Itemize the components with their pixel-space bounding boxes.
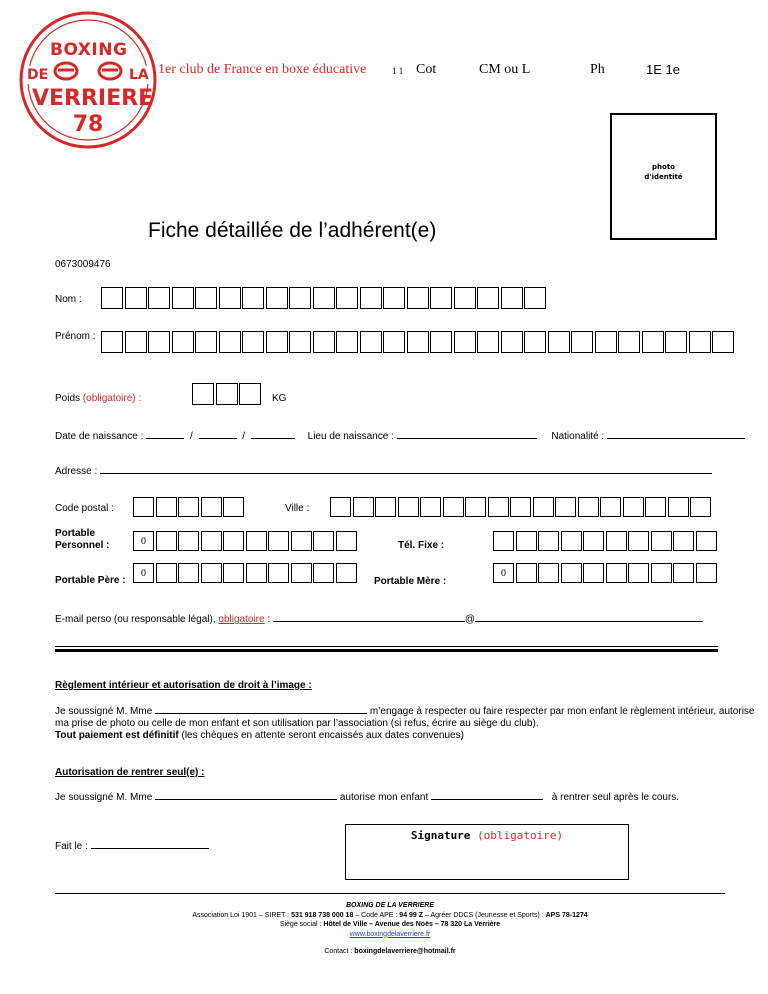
date-slash-1: / bbox=[189, 431, 193, 442]
char-box[interactable] bbox=[268, 531, 289, 551]
email-label: E-mail perso (ou responsable légal), bbox=[55, 614, 216, 625]
prenom-boxes[interactable] bbox=[101, 331, 736, 353]
char-box[interactable] bbox=[201, 531, 222, 551]
char-box[interactable] bbox=[360, 331, 382, 353]
char-box[interactable] bbox=[383, 331, 405, 353]
reglement-engage: m’engage à respecter ou faire respecter par mon enfant le règlement intérieur, autorise bbox=[369, 706, 755, 717]
char-box[interactable] bbox=[696, 531, 717, 551]
reglement-name-field[interactable] bbox=[155, 705, 367, 714]
char-box[interactable] bbox=[133, 563, 154, 583]
char-box[interactable] bbox=[600, 497, 621, 517]
char-box[interactable] bbox=[628, 563, 649, 583]
char-box[interactable] bbox=[291, 531, 312, 551]
char-box[interactable] bbox=[148, 287, 170, 309]
autorisation-rentrer: à rentrer seul après le cours. bbox=[551, 792, 680, 803]
char-box[interactable] bbox=[668, 497, 689, 517]
char-box[interactable] bbox=[690, 497, 711, 517]
char-box[interactable] bbox=[595, 331, 617, 353]
char-box[interactable] bbox=[561, 563, 582, 583]
char-box[interactable] bbox=[454, 331, 476, 353]
char-box[interactable] bbox=[148, 331, 170, 353]
char-box[interactable] bbox=[101, 287, 123, 309]
char-box[interactable] bbox=[477, 331, 499, 353]
tel-fixe-label: Tél. Fixe : bbox=[398, 540, 445, 551]
char-box[interactable] bbox=[407, 331, 429, 353]
tel-fixe-boxes[interactable] bbox=[493, 531, 718, 551]
char-box[interactable] bbox=[313, 531, 334, 551]
photo-label-line1: photo bbox=[652, 163, 675, 171]
birth-year-field[interactable] bbox=[251, 430, 295, 439]
char-box[interactable] bbox=[201, 497, 222, 517]
autorisation-row bbox=[55, 791, 679, 803]
portable-mere-label: Portable Mère : bbox=[374, 576, 447, 587]
logo-text-boxing: BOXING bbox=[50, 40, 128, 60]
nationalite-label: Nationalité : bbox=[551, 431, 605, 442]
char-box[interactable] bbox=[651, 563, 672, 583]
char-box[interactable] bbox=[618, 331, 640, 353]
reglement-line3 bbox=[55, 730, 725, 742]
char-box[interactable] bbox=[242, 331, 264, 353]
portable-perso-label bbox=[55, 528, 109, 552]
char-box[interactable] bbox=[246, 563, 267, 583]
char-box[interactable] bbox=[216, 383, 238, 405]
char-box[interactable] bbox=[430, 287, 452, 309]
footer-contact-label: Contact : bbox=[324, 948, 353, 955]
char-box[interactable] bbox=[696, 563, 717, 583]
reglement-paiement-bold: Tout paiement est définitif bbox=[55, 730, 179, 741]
char-box[interactable] bbox=[266, 287, 288, 309]
page-title: Fiche détaillée de l’adhérent(e) bbox=[148, 219, 437, 242]
signature-text: Signature bbox=[410, 829, 471, 842]
char-box[interactable] bbox=[156, 531, 177, 551]
char-box[interactable] bbox=[665, 331, 687, 353]
email-row bbox=[55, 613, 703, 625]
email-at-sign: @ bbox=[464, 614, 476, 625]
char-box[interactable] bbox=[583, 563, 604, 583]
date-slash-2: / bbox=[242, 431, 246, 442]
footer-siege-label: Siège social : bbox=[279, 921, 322, 928]
photo-label-line2: d'identité bbox=[644, 173, 683, 181]
poids-required: (obligatoire) : bbox=[82, 393, 142, 404]
fait-le-field[interactable] bbox=[91, 840, 209, 849]
header-code: 1 1 bbox=[392, 66, 404, 76]
char-box[interactable] bbox=[101, 331, 123, 353]
char-box[interactable] bbox=[178, 497, 199, 517]
section-separator-thick bbox=[55, 649, 718, 652]
logo-text-la: LA bbox=[129, 67, 149, 83]
char-box[interactable] bbox=[583, 531, 604, 551]
lieu-naissance-field[interactable] bbox=[397, 430, 537, 439]
email-colon: : bbox=[267, 614, 271, 625]
char-box[interactable] bbox=[493, 563, 514, 583]
char-box[interactable] bbox=[223, 531, 244, 551]
char-box[interactable] bbox=[192, 383, 214, 405]
adresse-field[interactable] bbox=[100, 465, 712, 474]
char-box[interactable] bbox=[268, 563, 289, 583]
birth-month-field[interactable] bbox=[199, 430, 237, 439]
portable-mere-boxes[interactable] bbox=[493, 563, 718, 583]
fait-le-label: Fait le : bbox=[55, 841, 88, 852]
footer-line2 bbox=[55, 920, 725, 930]
ville-label: Ville : bbox=[285, 503, 310, 514]
footer-ape-label: – Code APE : bbox=[355, 911, 398, 919]
char-box[interactable] bbox=[524, 287, 546, 309]
footer-ddcs-label: – Agréer DDCS (Jeunesse et Sports) : bbox=[425, 911, 544, 919]
logo-text-de: DE bbox=[27, 67, 49, 83]
nom-label: Nom : bbox=[55, 294, 82, 305]
kg-unit: KG bbox=[272, 393, 287, 404]
char-box[interactable] bbox=[561, 531, 582, 551]
char-box[interactable] bbox=[501, 287, 523, 309]
prenom-label: Prénom : bbox=[55, 331, 96, 342]
char-box[interactable] bbox=[336, 287, 358, 309]
reglement-heading: Règlement intérieur et autorisation de droit à l’image : bbox=[55, 680, 312, 691]
nationalite-field[interactable] bbox=[607, 430, 745, 439]
char-box[interactable] bbox=[673, 531, 694, 551]
footer-contact-row bbox=[55, 947, 725, 957]
char-box[interactable] bbox=[313, 563, 334, 583]
portable-pere-boxes[interactable] bbox=[133, 563, 358, 583]
header-cot: Cot bbox=[416, 62, 437, 77]
char-box[interactable] bbox=[178, 563, 199, 583]
autorisation-soussigne: Je soussigné M. Mme bbox=[55, 792, 153, 803]
char-box[interactable] bbox=[533, 497, 554, 517]
autorisation-name-field[interactable] bbox=[155, 791, 337, 800]
footer-siret-label: Association Loi 1901 – SIRET : bbox=[192, 911, 290, 919]
char-box[interactable] bbox=[501, 331, 523, 353]
char-box[interactable] bbox=[313, 287, 335, 309]
char-box[interactable] bbox=[125, 287, 147, 309]
char-box[interactable] bbox=[291, 563, 312, 583]
char-box[interactable] bbox=[313, 331, 335, 353]
date-naissance-label: Date de naissance : bbox=[55, 431, 144, 442]
footer-siret: 531 918 738 000 18 bbox=[291, 911, 354, 919]
footer-ape: 94 99 Z bbox=[399, 911, 424, 919]
ville-boxes[interactable] bbox=[330, 497, 713, 517]
char-box[interactable] bbox=[360, 287, 382, 309]
char-box[interactable] bbox=[538, 563, 559, 583]
footer bbox=[55, 901, 725, 957]
char-box[interactable] bbox=[383, 287, 405, 309]
char-box[interactable] bbox=[712, 331, 734, 353]
code-postal-boxes[interactable] bbox=[133, 497, 246, 517]
reglement-paiement-rest: (les chèques en attente seront encaissés aux dates convenues) bbox=[181, 730, 464, 741]
char-box[interactable] bbox=[538, 531, 559, 551]
nom-boxes[interactable] bbox=[101, 287, 548, 309]
reglement-line1 bbox=[55, 705, 755, 718]
autorisation-autorise: autorise mon enfant bbox=[339, 792, 429, 803]
char-box[interactable] bbox=[443, 497, 464, 517]
phone-prefix: 0 bbox=[141, 567, 146, 579]
signature-label bbox=[346, 829, 628, 842]
footer-aps: APS 78-1274 bbox=[545, 911, 588, 919]
char-box[interactable] bbox=[548, 331, 570, 353]
char-box[interactable] bbox=[172, 287, 194, 309]
footer-siege-address: Hôtel de Ville – Avenue des Noës – 78 320 La Verrière bbox=[323, 921, 501, 928]
char-box[interactable] bbox=[133, 531, 154, 551]
footer-website-link[interactable]: www.boxingdelaverriere.fr bbox=[349, 930, 431, 938]
lieu-naissance-label: Lieu de naissance : bbox=[307, 431, 394, 442]
birth-day-field[interactable] bbox=[146, 430, 184, 439]
char-box[interactable] bbox=[430, 331, 452, 353]
char-box[interactable] bbox=[172, 331, 194, 353]
reglement-text bbox=[55, 705, 755, 742]
adresse-label: Adresse : bbox=[55, 466, 98, 477]
char-box[interactable] bbox=[516, 563, 537, 583]
poids-boxes[interactable] bbox=[192, 383, 263, 405]
char-box[interactable] bbox=[156, 563, 177, 583]
portable-perso-line2: Personnel : bbox=[55, 540, 110, 551]
photo-label bbox=[612, 162, 715, 182]
char-box[interactable] bbox=[289, 331, 311, 353]
char-box[interactable] bbox=[642, 331, 664, 353]
portable-perso-line1: Portable bbox=[55, 528, 96, 539]
footer-separator bbox=[55, 893, 725, 894]
char-box[interactable] bbox=[195, 331, 217, 353]
char-box[interactable] bbox=[477, 287, 499, 309]
char-box[interactable] bbox=[516, 531, 537, 551]
reglement-line2: ma prise de photo ou celle de mon enfant et son utilisation par l’association (si refus, écrire au siège du club). bbox=[55, 718, 539, 729]
char-box[interactable] bbox=[195, 287, 217, 309]
section-separator-top bbox=[55, 646, 718, 647]
char-box[interactable] bbox=[606, 531, 627, 551]
portable-perso-boxes[interactable] bbox=[133, 531, 358, 551]
logo-text-78: 78 bbox=[72, 112, 104, 137]
char-box[interactable] bbox=[178, 531, 199, 551]
email-domain-field[interactable] bbox=[475, 613, 703, 622]
char-box[interactable] bbox=[289, 287, 311, 309]
char-box[interactable] bbox=[398, 497, 419, 517]
char-box[interactable] bbox=[375, 497, 396, 517]
code-postal-label: Code postal : bbox=[55, 503, 114, 514]
club-tagline: 1er club de France en boxe éducative bbox=[158, 62, 367, 77]
footer-contact-email: boxingdelaverriere@hotmail.fr bbox=[354, 948, 456, 955]
reglement-soussigne: Je soussigné M. Mme bbox=[55, 706, 153, 717]
char-box[interactable] bbox=[219, 331, 241, 353]
logo-text-verriere: VERRIERE bbox=[32, 86, 154, 111]
portable-pere-label: Portable Père : bbox=[55, 575, 126, 586]
char-box[interactable] bbox=[336, 531, 357, 551]
char-box[interactable] bbox=[510, 497, 531, 517]
char-box[interactable] bbox=[125, 331, 147, 353]
char-box[interactable] bbox=[201, 563, 222, 583]
fait-le-row bbox=[55, 840, 209, 852]
char-box[interactable] bbox=[628, 531, 649, 551]
signature-required: (obligatoire) bbox=[477, 829, 564, 842]
char-box[interactable] bbox=[330, 497, 351, 517]
char-box[interactable] bbox=[488, 497, 509, 517]
poids-text: Poids bbox=[55, 393, 81, 404]
char-box[interactable] bbox=[353, 497, 374, 517]
char-box[interactable] bbox=[555, 497, 576, 517]
char-box[interactable] bbox=[219, 287, 241, 309]
email-required: obligatoire bbox=[218, 614, 265, 625]
birth-row bbox=[55, 430, 745, 442]
char-box[interactable] bbox=[651, 531, 672, 551]
char-box[interactable] bbox=[336, 331, 358, 353]
char-box[interactable] bbox=[578, 497, 599, 517]
footer-website-row bbox=[55, 930, 725, 940]
header-level: 1E 1e bbox=[646, 62, 680, 77]
adresse-row bbox=[55, 465, 712, 477]
char-box[interactable] bbox=[645, 497, 666, 517]
footer-club: BOXING DE LA VERRIERE bbox=[345, 902, 435, 909]
header-cm: CM ou L bbox=[479, 62, 531, 77]
char-box[interactable] bbox=[420, 497, 441, 517]
phone-prefix: 0 bbox=[141, 535, 146, 547]
autorisation-heading: Autorisation de rentrer seul(e) : bbox=[55, 767, 205, 778]
char-box[interactable] bbox=[223, 497, 244, 517]
poids-label bbox=[55, 393, 141, 404]
char-box[interactable] bbox=[223, 563, 244, 583]
char-box[interactable] bbox=[673, 563, 694, 583]
char-box[interactable] bbox=[606, 563, 627, 583]
char-box[interactable] bbox=[493, 531, 514, 551]
char-box[interactable] bbox=[689, 331, 711, 353]
char-box[interactable] bbox=[623, 497, 644, 517]
char-box[interactable] bbox=[242, 287, 264, 309]
char-box[interactable] bbox=[266, 331, 288, 353]
char-box[interactable] bbox=[454, 287, 476, 309]
autorisation-child-field[interactable] bbox=[431, 791, 543, 800]
photo-box bbox=[610, 113, 717, 240]
phone-prefix: 0 bbox=[501, 567, 506, 579]
char-box[interactable] bbox=[246, 531, 267, 551]
email-user-field[interactable] bbox=[273, 613, 465, 622]
char-box[interactable] bbox=[239, 383, 261, 405]
char-box[interactable] bbox=[133, 497, 154, 517]
footer-line1 bbox=[55, 911, 725, 921]
club-logo bbox=[18, 10, 158, 150]
signature-box[interactable] bbox=[345, 824, 629, 880]
char-box[interactable] bbox=[465, 497, 486, 517]
header-ph: Ph bbox=[590, 62, 605, 77]
char-box[interactable] bbox=[156, 497, 177, 517]
reference-number: 0673009476 bbox=[55, 259, 111, 270]
char-box[interactable] bbox=[407, 287, 429, 309]
char-box[interactable] bbox=[336, 563, 357, 583]
char-box[interactable] bbox=[524, 331, 546, 353]
char-box[interactable] bbox=[571, 331, 593, 353]
